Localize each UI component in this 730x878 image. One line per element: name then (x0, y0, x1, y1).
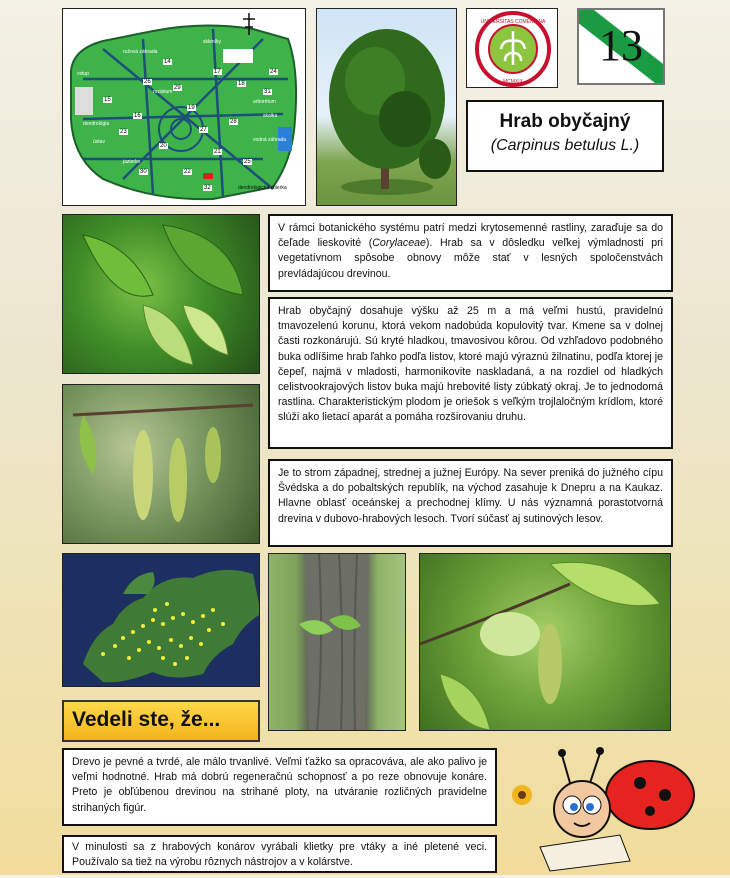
description-paragraph (268, 297, 673, 449)
map-stop: 24 (270, 69, 277, 75)
university-logo (466, 8, 558, 88)
leaves-seeds-photo (62, 214, 260, 374)
map-stop: 21 (214, 149, 221, 155)
map-label: dendrológia (83, 121, 110, 127)
title-box (466, 100, 664, 172)
distribution-text: Je to strom západnej, strednej a južnej Európy. Na sever preniká do južného cípu Švédska a do pobaltských republík, na východ zasahuje k Dnepru a na Kaukaz. Hlavne oblasť oceánskej a prechodnej klímy. U nás významná porastotvorná drevina v dubovo-hrabových lesoch. Tvorí súčasť aj sutinových lesov. (278, 467, 663, 525)
ladybug-drawing (500, 735, 700, 873)
map-stop: 30 (140, 169, 147, 175)
map-label: vodná záhrada (253, 137, 287, 143)
stop-number-badge (577, 8, 665, 85)
history-text: V minulosti sa z hrabových konárov vyrábali klietky pre vtáky a iné pletené veci. Používalo sa tiež na výrobu rôznych nástrojov a v kolárstve. (72, 841, 487, 869)
tree-drawing (317, 9, 457, 206)
map-stop: 26 (144, 79, 151, 85)
logo-seal-icon (467, 9, 559, 89)
map-stop: 29 (174, 85, 181, 91)
svg-text:MCMXIX: MCMXIX (503, 79, 523, 85)
map-stop: 28 (230, 119, 237, 125)
map-stop: 22 (184, 169, 191, 175)
map-stop: 19 (188, 105, 195, 111)
did-you-know-paragraph-2 (62, 835, 497, 873)
map-stop: 17 (214, 69, 221, 75)
stop-number: 13 (599, 21, 643, 70)
map-stop: 20 (160, 143, 167, 149)
bark-photo (268, 553, 406, 731)
tree-photo (316, 8, 457, 206)
map-stop: 15 (104, 97, 111, 103)
map-stop: 16 (134, 113, 141, 119)
family-name: Corylaceae (372, 237, 426, 250)
map-label: skleníky (203, 39, 222, 45)
fruit-drawing (420, 554, 671, 731)
p1-text-end: ). Hrab sa v dôsledku veľkej výmladnosti pri vegetatívnom spôsobe obnovy môže stať v lesných spoločenstvách prevládajúcou drevinou. (278, 237, 664, 280)
map-stop: 25 (244, 159, 251, 165)
map-stop: 18 (238, 81, 245, 87)
botanical-garden-map (62, 8, 306, 206)
map-label: ústav (93, 139, 105, 145)
map-label: dendrologická zbierka (238, 185, 287, 191)
ladybug-mascot-icon (500, 735, 700, 873)
map-label: ružová záhrada (123, 49, 158, 55)
distribution-map (62, 553, 260, 687)
europe-map-drawing (63, 554, 260, 687)
bark-drawing (269, 554, 406, 731)
fruit-photo (419, 553, 671, 731)
leaf-drawing (63, 215, 260, 374)
map-stop: 32 (204, 185, 211, 191)
p1-text-start: V rámci botanického systému patrí medzi krytosemenné rastliny, zaraďuje sa do čeľade lieskovité ( (278, 222, 663, 250)
map-label: arborétum (253, 99, 276, 105)
catkins-photo (62, 384, 260, 544)
did-you-know-heading: Vedeli ste, že... (62, 700, 260, 742)
wood-text: Drevo je pevné a tvrdé, ale málo trvanlivé. Veľmi ťažko sa opracováva, ale ako palivo je veľmi hodnotné. Hrab má dobrú regeneračnú schopnosť a po reze obnovuje konáre. Preto je obľúbenou drevinou na strihané ploty, na utváranie rozličných pravidelne strihaných figúr. (72, 756, 487, 814)
page-title: Hrab obyčajný (499, 111, 631, 132)
map-drawing (63, 9, 305, 205)
map-stop: 23 (120, 129, 127, 135)
map-stop: 14 (164, 59, 171, 65)
did-you-know-paragraph-1 (62, 748, 497, 826)
classification-paragraph (268, 214, 673, 292)
svg-text:UNIVERSITAS COMENIANA: UNIVERSITAS COMENIANA (480, 19, 546, 25)
map-label: skalka (263, 113, 278, 119)
map-label: jazierko (123, 159, 141, 165)
map-stop: 31 (264, 89, 271, 95)
map-label: rozárium (153, 89, 173, 95)
latin-name: (Carpinus betulus L.) (490, 137, 640, 154)
distribution-paragraph (268, 459, 673, 547)
map-label-entrance: vstup (77, 71, 89, 77)
description-text: Hrab obyčajný dosahuje výšku až 25 m a má veľmi hustú, pravidelnú tmavozelenú korunu, ktorá vekom nadobúda kopulovitý tvar. Kmene sa v dolnej časti rozkonárujú. Sú kryté hladkou, tmavosivou kôrou. Od vzhľadovo podobného buka odlíšime hrab ľahko podľa listov, ktoré majú výraznú žilnatinu, podľa ktorej je čepeľ, najmä v mladosti, harmonikovite naskladaná, a na rozdiel od hladkých celistvookrajových listov buka majú hrebovité listy zúbkatý okraj. Je to jednodomá rastlina. Charakteristickým plodom je oriešok s veľkým trojlaločným krídlom, ktoré slúži ako lietací aparát a pomáha rozširovaniu druhu. (278, 305, 663, 424)
map-stop: 27 (200, 127, 207, 133)
catkin-drawing (63, 385, 260, 544)
